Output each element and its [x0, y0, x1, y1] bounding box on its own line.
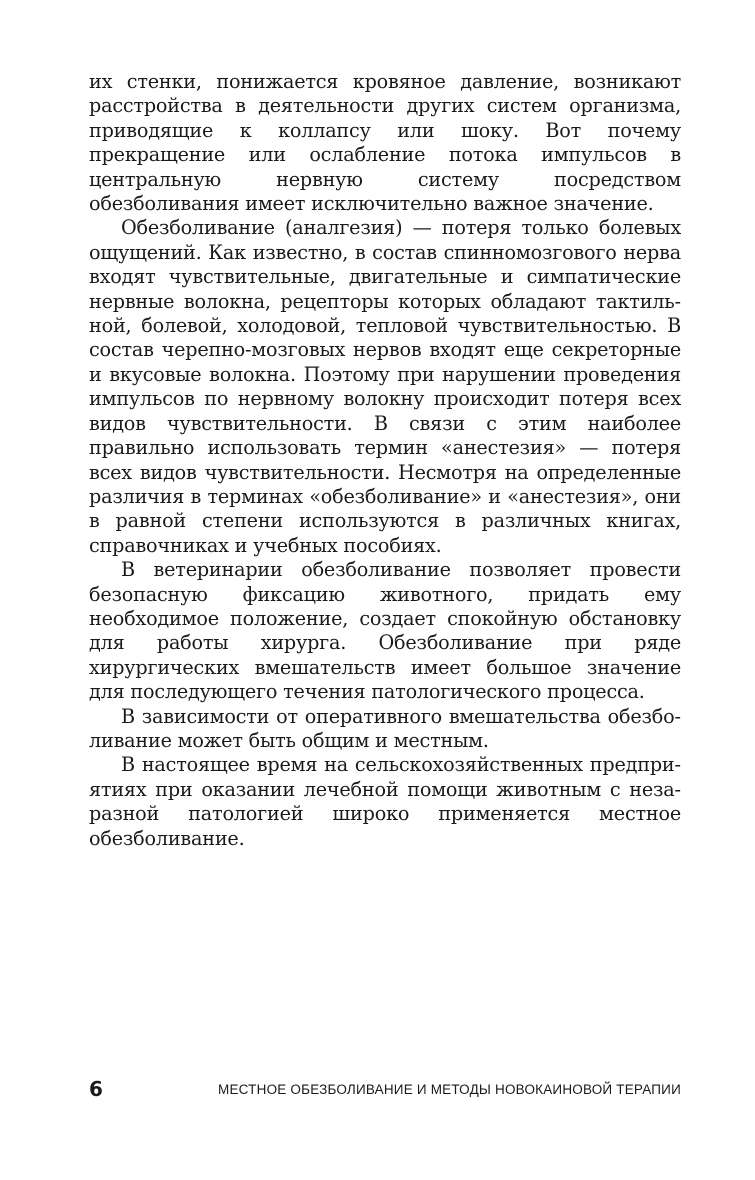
- running-head: МЕСТНОЕ ОБЕЗБОЛИВАНИЕ И МЕТОДЫ НОВОКАИНОВОЙ ТЕРАПИИ: [218, 1082, 681, 1097]
- page-number: 6: [89, 1077, 103, 1101]
- body-text: [89, 70, 681, 851]
- page-footer: [89, 1076, 681, 1104]
- paragraph-1: их стенки, понижается кровяное давление, возникают расстройства в деятельности других систем организма, приводящие к коллапсу или шоку. Вот почему прекращение или ослабление потока импульсов в центральную нервную систему посредством обезболивания имеет исключительно важное значение.: [89, 70, 681, 216]
- paragraph-3: В ветеринарии обезболивание позволяет провести безопасную фиксацию животного, придать ему необходимое положение, создает спокойную обстановку для работы хирурга. Обезболивание при ряде хирургических вмешательств имеет большое значение для последующего течения патологического процесса.: [89, 558, 681, 704]
- paragraph-5: В настоящее время на сельскохозяйственных предприятиях при оказании лечебной помощи животным с незаразной патологией широко применяется местное обезболивание.: [89, 753, 681, 850]
- paragraph-2: Обезболивание (аналгезия) — потеря только болевых ощущений. Как известно, в состав спинномозгового нерва входят чувствительные, двигательные и симпатические нервные волокна, рецепторы которых обладают тактильной, болевой, холодовой, тепловой чувствительностью. В состав черепно-мозговых нервов входят еще секреторные и вкусовые волокна. Поэтому при нарушении проведения импульсов по нервному волокну происходит потеря всех видов чувствительности. В связи с этим наиболее правильно использовать термин «анестезия» — потеря всех видов чувствительности. Несмотря на определенные различия в терминах «обезболивание» и «анестезия», они в равной степени используются в различных книгах, справочниках и учебных пособиях.: [89, 216, 681, 557]
- paragraph-4: В зависимости от оперативного вмешательства обезболивание может быть общим и местным.: [89, 704, 681, 752]
